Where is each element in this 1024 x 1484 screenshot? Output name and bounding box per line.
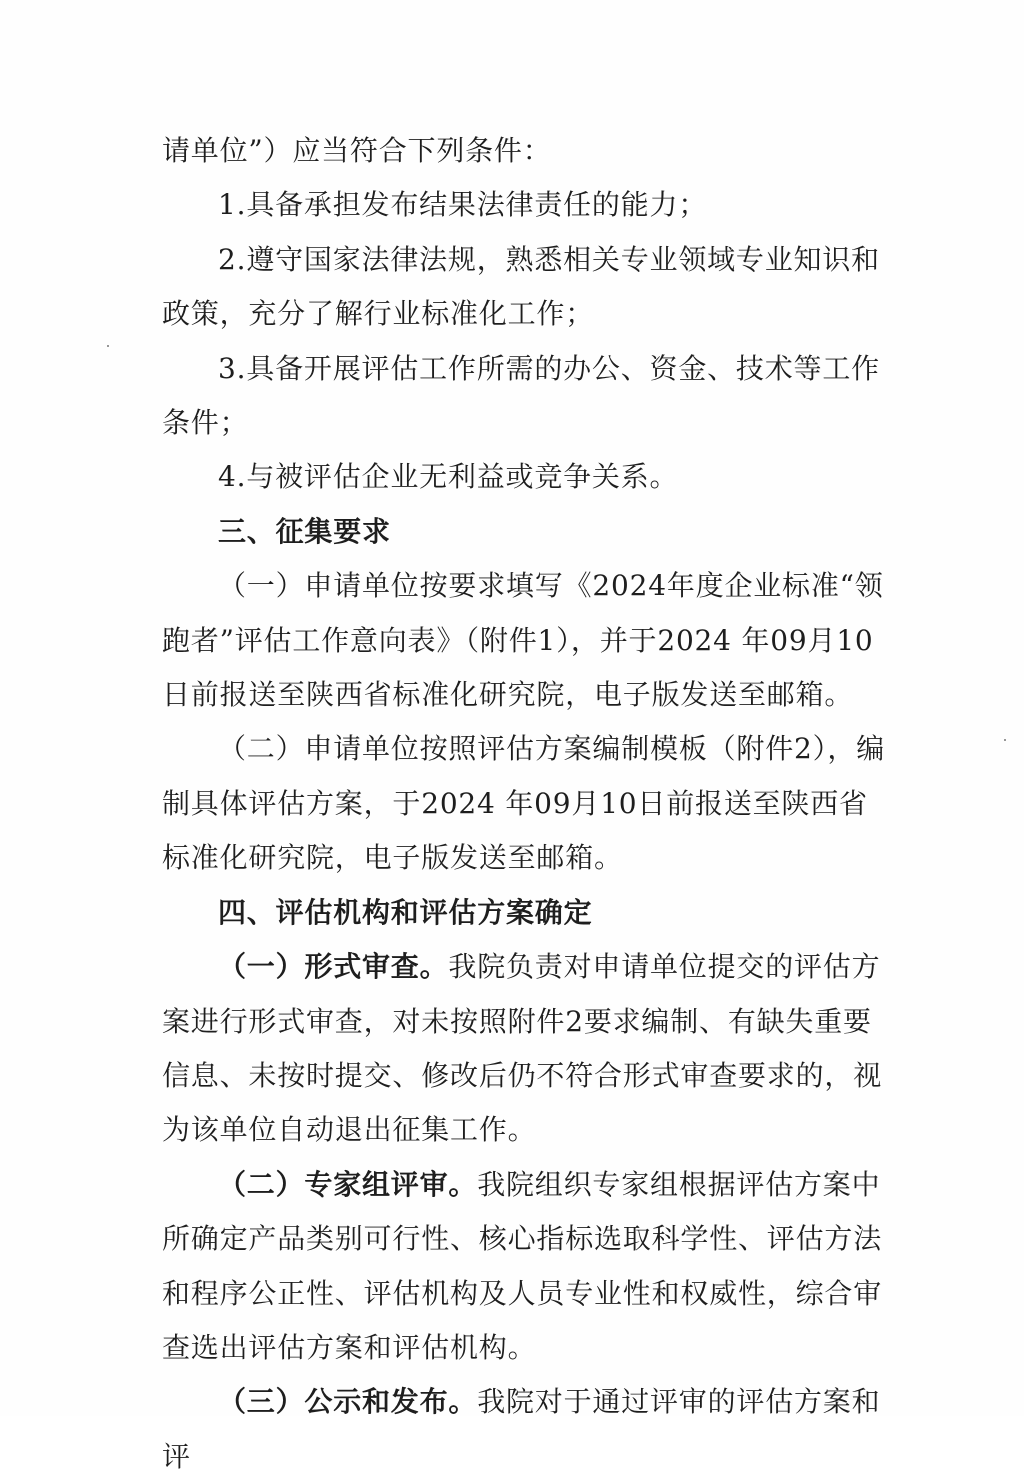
review-item-3 <box>162 1375 892 1484</box>
section-heading-3: 三、征集要求 <box>218 514 391 548</box>
section-heading-4: 四、评估机构和评估方案确定 <box>218 895 593 929</box>
condition-item-3: 3.具备开展评估工作所需的办公、资金、技术等工作条件； <box>162 351 880 440</box>
review-item-1-text: 我院负责对申请单位提交的评估方案进行形式审查，对未按照附件2要求编制、有缺失重要信息、未按时提交、修改后仍不符合形式审查要求的，视为该单位自动退出征集工作。 <box>162 950 883 1147</box>
review-item-2 <box>162 1158 892 1376</box>
review-item-2-text: 我院组织专家组根据评估方案中所确定产品类别可行性、核心指标选取科学性、评估方法和程序公正性、评估机构及人员专业性和权威性，综合审查选出评估方案和评估机构。 <box>162 1167 883 1364</box>
scan-speck <box>1004 739 1006 741</box>
review-item-1 <box>162 940 892 1158</box>
requirement-item-2: （二）申请单位按照评估方案编制模板（附件2），编制具体评估方案，于2024 年09月10日前报送至陕西省标准化研究院，电子版发送至邮箱。 <box>162 732 886 875</box>
review-item-3-lead: （三）公示和发布。 <box>218 1385 478 1419</box>
condition-item-1: 1.具备承担发布结果法律责任的能力； <box>218 188 708 222</box>
paragraph-continuation: 请单位”）应当符合下列条件： <box>162 134 552 167</box>
document-body <box>162 124 892 1484</box>
condition-item-2: 2.遵守国家法律法规，熟悉相关专业领域专业知识和政策，充分了解行业标准化工作； <box>162 242 880 331</box>
requirement-item-1: （一）申请单位按要求填写《2024年度企业标准“领跑者”评估工作意向表》（附件1），并于2024 年09月10日前报送至陕西省标准化研究院，电子版发送至邮箱。 <box>162 569 884 712</box>
scan-speck <box>107 345 109 347</box>
review-item-1-lead: （一）形式审查。 <box>218 950 449 984</box>
review-item-3-text: 我院对于通过评审的评估方案和评 <box>162 1385 881 1473</box>
review-item-2-lead: （二）专家组评审。 <box>218 1167 478 1201</box>
condition-item-4: 4.与被评估企业无利益或竞争关系。 <box>218 460 679 494</box>
